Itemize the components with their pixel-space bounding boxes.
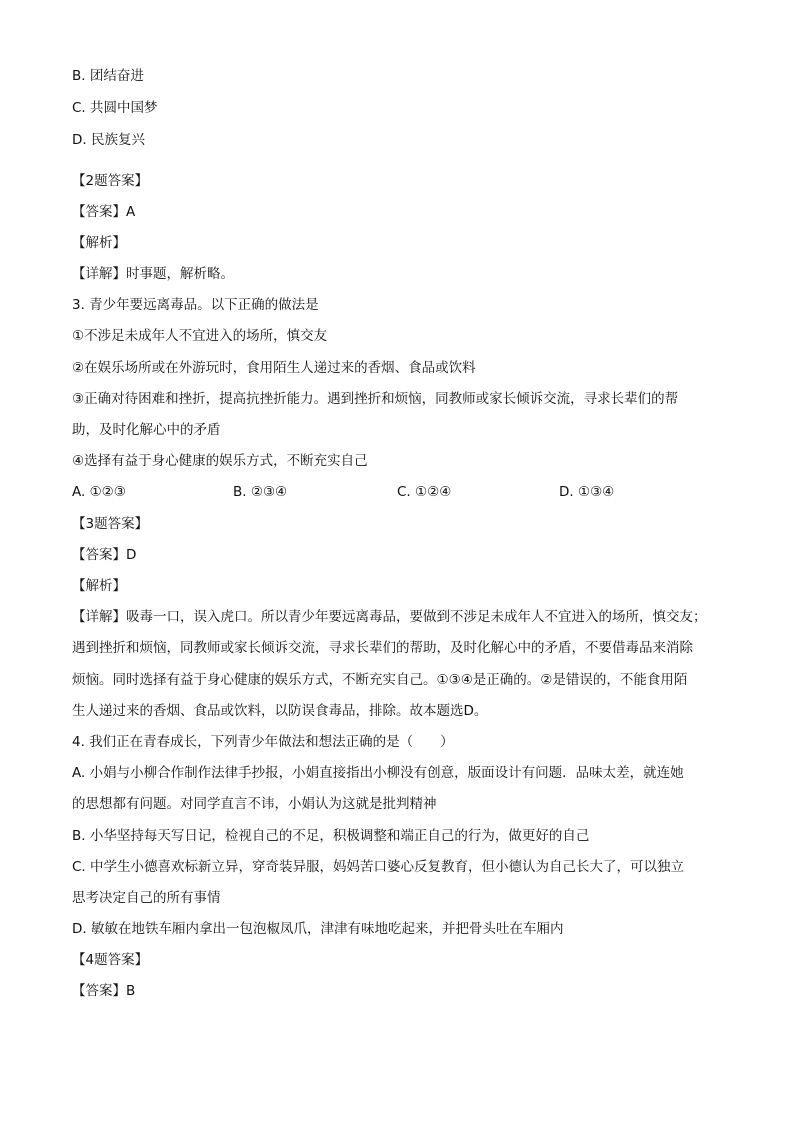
answer2-detail: 【详解】时事题，解析略。 <box>72 266 234 282</box>
answer3-header: 【3题答案】 <box>72 516 149 532</box>
question3-option-d: D. ①③④ <box>559 484 615 500</box>
question4-stem: 4. 我们正在青春成长，下列青少年做法和想法正确的是（ ） <box>72 734 454 750</box>
question3-item-2: ②在娱乐场所或在外游玩时，食用陌生人递过来的香烟、食品或饮料 <box>72 360 476 376</box>
question3-option-b: B. ②③④ <box>233 484 288 500</box>
answer3-detail-line3: 烦恼。同时选择有益于身心健康的娱乐方式，不断充实自己。①③④是正确的。②是错误的，不能食用陌 <box>72 672 688 688</box>
answer3-detail-line4: 生人递过来的香烟、食品或饮料，以防误食毒品，排除。故本题选D。 <box>72 703 488 719</box>
q2-option-b: B. 团结奋进 <box>72 68 144 84</box>
question4-option-c-line2: 思考决定自己的所有事情 <box>72 890 221 906</box>
answer3-detail-line2: 遇到挫折和烦恼，同教师或家长倾诉交流，寻求长辈们的帮助，及时化解心中的矛盾，不要借毒品来消除 <box>72 640 693 656</box>
answer3-detail-line1: 【详解】吸毒一口，误入虎口。所以青少年要远离毒品，要做到不涉足未成年人不宜进入的场所，慎交友； <box>72 609 707 625</box>
question4-option-b: B. 小华坚持每天写日记，检视自己的不足，积极调整和端正自己的行为，做更好的自己 <box>72 828 590 844</box>
question3-options <box>72 483 732 501</box>
answer4-header: 【4题答案】 <box>72 952 149 968</box>
answer2-header: 【2题答案】 <box>72 173 149 189</box>
question3-option-a: A. ①②③ <box>72 484 126 500</box>
question3-item-3-line1: ③正确对待困难和挫折，提高抗挫折能力。遇到挫折和烦恼，同教师或家长倾诉交流，寻求长辈们的帮 <box>72 391 679 407</box>
question4-option-d: D. 敏敏在地铁车厢内拿出一包泡椒凤爪，津津有味地吃起来，并把骨头吐在车厢内 <box>72 921 564 937</box>
q2-option-d: D. 民族复兴 <box>72 132 145 148</box>
answer2-answer: 【答案】A <box>72 204 136 220</box>
question4-option-a-line1: A. 小娟与小柳合作制作法律手抄报，小娟直接指出小柳没有创意，版面设计有问题．品味太差，就连她 <box>72 765 684 781</box>
q2-option-c: C. 共圆中国梦 <box>72 100 158 116</box>
question3-stem: 3. 青少年要远离毒品。以下正确的做法是 <box>72 297 319 313</box>
question4-option-c-line1: C. 中学生小德喜欢标新立异，穿奇装异服，妈妈苦口婆心反复教育，但小德认为自己长大了，可以独立 <box>72 859 685 875</box>
question3-item-1: ①不涉足未成年人不宜进入的场所，慎交友 <box>72 328 328 344</box>
question3-item-4: ④选择有益于身心健康的娱乐方式，不断充实自己 <box>72 453 368 469</box>
answer4-answer: 【答案】B <box>72 983 136 999</box>
question3-item-3-line2: 助，及时化解心中的矛盾 <box>72 422 221 438</box>
answer3-answer: 【答案】D <box>72 547 137 563</box>
question3-option-c: C. ①②④ <box>397 484 452 500</box>
question4-option-a-line2: 的思想都有问题。对同学直言不讳，小娟认为这就是批判精神 <box>72 796 437 812</box>
answer2-analysis-label: 【解析】 <box>72 235 126 251</box>
answer3-analysis-label: 【解析】 <box>72 578 126 594</box>
